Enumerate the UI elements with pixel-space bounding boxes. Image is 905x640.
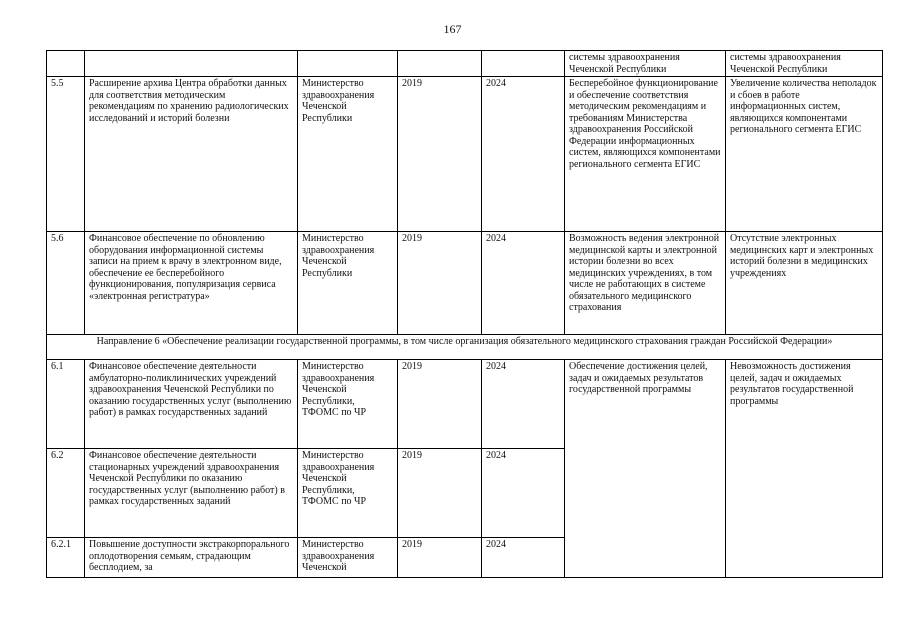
end-year-cell: 2024 — [482, 449, 565, 538]
end-year-cell — [482, 51, 565, 77]
expected-result-cell: Возможность ведения электронной медицинской карты и электронной истории болезни во всех медицинских учреждениях, в том числе не работающих в системе обязательного медицинского страхования — [565, 232, 726, 335]
number-cell — [47, 51, 85, 77]
start-year-cell: 2019 — [398, 538, 482, 578]
end-year-cell: 2024 — [482, 538, 565, 578]
number-cell: 6.2.1 — [47, 538, 85, 578]
start-year-cell: 2019 — [398, 232, 482, 335]
end-year-cell: 2024 — [482, 232, 565, 335]
consequences-cell: Невозможность достижения целей, задач и ожидаемых результатов государственной программы — [726, 360, 883, 578]
executor-cell: Министерство здравоохранения Чеченской Республики — [298, 232, 398, 335]
expected-result-cell: Обеспечение достижения целей, задач и ожидаемых результатов государственной программы — [565, 360, 726, 578]
number-cell: 6.2 — [47, 449, 85, 538]
executor-cell: Министерство здравоохранения Чеченской Республики — [298, 77, 398, 232]
activity-name-cell: Финансовое обеспечение деятельности амбулаторно-поликлинических учреждений здравоохранения Чеченской Республики по оказанию государственных услуг (выполнению работ) в рамках государственных заданий — [85, 360, 298, 449]
expected-result-cell: Бесперебойное функционирование и обеспечение соответствия методическим рекомендациям и требованиям Министерства здравоохранения Российской Федерации информационных систем, являющихся компонентами регионального сегмента ЕГИС — [565, 77, 726, 232]
number-cell: 5.6 — [47, 232, 85, 335]
table-row — [47, 51, 883, 77]
consequences-cell: Отсутствие электронных медицинских карт и электронных историй болезни в медицинских учреждениях — [726, 232, 883, 335]
executor-cell: Министерство здравоохранения Чеченской — [298, 538, 398, 578]
activity-name-cell: Финансовое обеспечение деятельности стационарных учреждений здравоохранения Чеченской Республики по оказанию государственных услуг (выполнению работ) в рамках государственных заданий — [85, 449, 298, 538]
table-row — [47, 77, 883, 232]
expected-result-cell: системы здравоохранения Чеченской Республики — [565, 51, 726, 77]
program-activities-table — [46, 50, 883, 578]
number-cell: 5.5 — [47, 77, 85, 232]
start-year-cell: 2019 — [398, 449, 482, 538]
direction-heading: Направление 6 «Обеспечение реализации государственной программы, в том числе организация обязательного медицинского страхования граждан Российской Федерации» — [47, 335, 883, 360]
consequences-cell: системы здравоохранения Чеченской Республики — [726, 51, 883, 77]
consequences-cell: Увеличение количества неполадок и сбоев в работе информационных систем, являющихся компонентами регионального сегмента ЕГИС — [726, 77, 883, 232]
start-year-cell: 2019 — [398, 360, 482, 449]
executor-cell — [298, 51, 398, 77]
activity-name-cell: Финансовое обеспечение по обновлению оборудования информационной системы записи на прием к врачу в электронном виде, обеспечение ее бесперебойного функционирования, популяризация сервиса «электронная регистратура» — [85, 232, 298, 335]
table-row — [47, 360, 883, 449]
number-cell: 6.1 — [47, 360, 85, 449]
activity-name-cell: Повышение доступности экстракорпорального оплодотворения семьям, страдающим бесплодием, за — [85, 538, 298, 578]
end-year-cell: 2024 — [482, 77, 565, 232]
table-row — [47, 232, 883, 335]
activity-name-cell: Расширение архива Центра обработки данных для соответствия методическим рекомендациям по хранению радиологических исследований и историй болезни — [85, 77, 298, 232]
page-number: 167 — [443, 22, 462, 36]
activity-name-cell — [85, 51, 298, 77]
start-year-cell: 2019 — [398, 77, 482, 232]
end-year-cell: 2024 — [482, 360, 565, 449]
executor-cell: Министерство здравоохранения Чеченской Республики, ТФОМС по ЧР — [298, 360, 398, 449]
executor-cell: Министерство здравоохранения Чеченской Республики, ТФОМС по ЧР — [298, 449, 398, 538]
section-row — [47, 335, 883, 360]
start-year-cell — [398, 51, 482, 77]
